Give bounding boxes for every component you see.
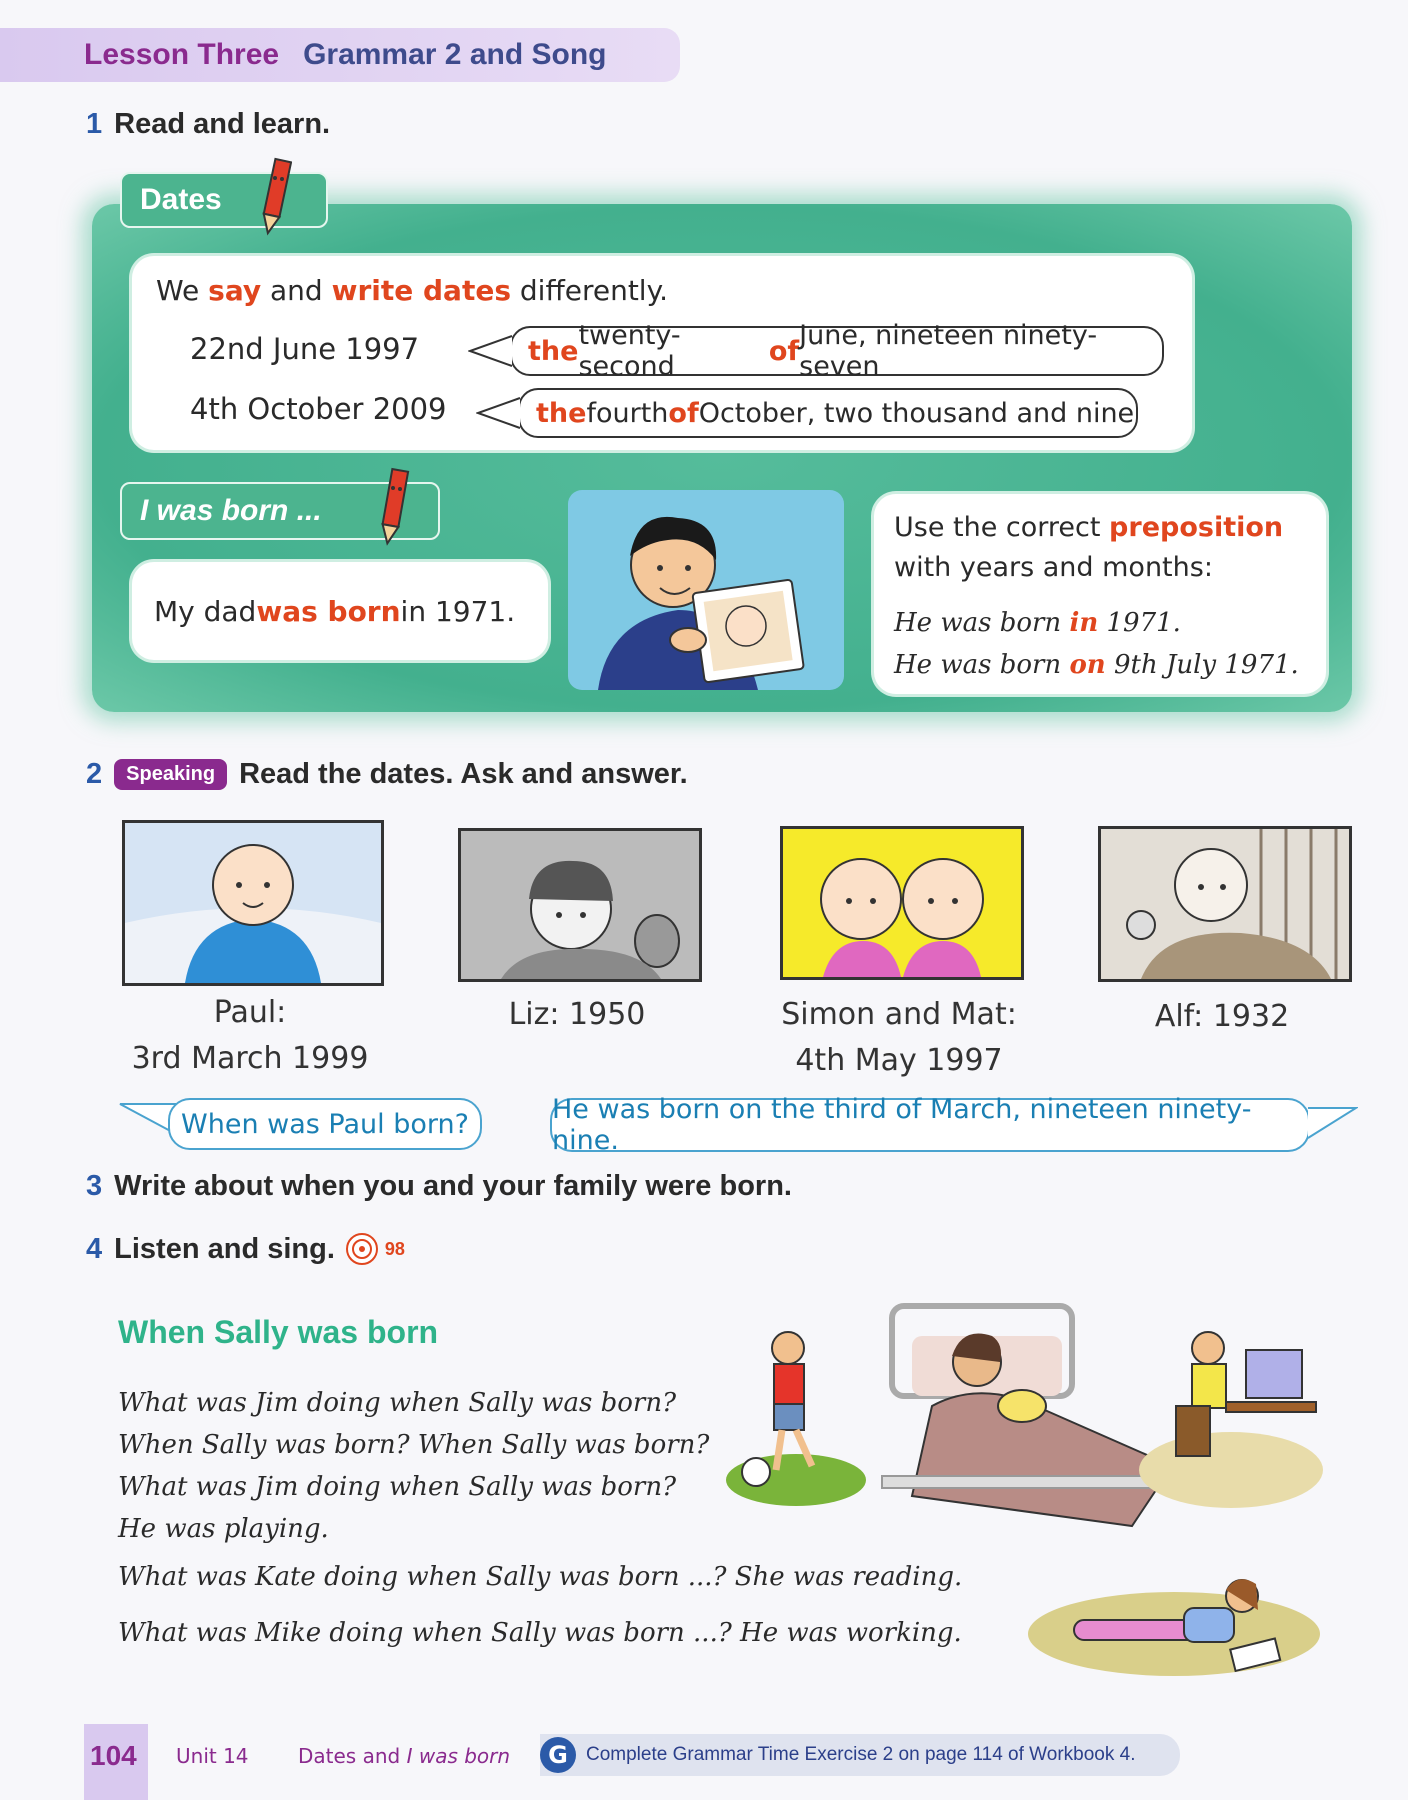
- exercise-3-heading: [86, 1170, 792, 1203]
- baby-alf-picture: [1098, 826, 1352, 982]
- topic-italic: I was born: [406, 1744, 511, 1768]
- preposition-rule: [894, 508, 1283, 588]
- exercise-2-instruction: Read the dates. Ask and answer.: [239, 758, 688, 790]
- example-in: [894, 602, 1299, 644]
- preposition-examples: [894, 602, 1299, 686]
- ex-prep: in: [1069, 608, 1099, 638]
- date-written-2: 4th October 2009: [190, 392, 447, 426]
- spoken-the: the: [528, 335, 579, 367]
- date-written-1: 22nd June 1997: [190, 332, 420, 366]
- baby-liz-picture: [458, 828, 702, 982]
- spoken-text: October, two thousand and nine: [698, 397, 1135, 429]
- intro-text: We: [156, 274, 209, 307]
- intro-text: differently.: [510, 274, 669, 307]
- pencil-icon: [262, 150, 292, 236]
- twins-simon-mat-picture: [780, 826, 1024, 980]
- intro-text: and: [261, 274, 332, 307]
- spoken-the: the: [536, 397, 587, 429]
- exercise-3-instruction: Write about when you and your family were born.: [114, 1170, 792, 1202]
- caption-simon-mat: [760, 992, 1038, 1084]
- date-spoken-1: [510, 320, 1164, 382]
- footer-topic: [298, 1744, 510, 1768]
- song-line: What was Jim doing when Sally was born?: [118, 1388, 677, 1418]
- rule-text: Use the correct: [894, 512, 1110, 543]
- song-line: What was Kate doing when Sally was born ...? She was reading.: [118, 1562, 963, 1592]
- topic-text: Dates and: [298, 1744, 407, 1768]
- question-bubble: When was Paul born?: [168, 1098, 482, 1150]
- born-example-card: [132, 562, 548, 660]
- dates-intro: [156, 274, 668, 307]
- footer-unit: Unit 14: [176, 1744, 249, 1768]
- caption-liz: Liz: 1950: [508, 997, 646, 1032]
- song-line: What was Jim doing when Sally was born?: [118, 1472, 677, 1502]
- ex-text: He was born: [894, 608, 1070, 638]
- pencil-icon: [380, 460, 410, 546]
- boy-playing-football-illustration: [716, 1310, 866, 1510]
- rule-preposition: preposition: [1109, 512, 1284, 543]
- exercise-4-number: 4: [86, 1232, 103, 1265]
- exercise-1-instruction: Read and learn.: [114, 108, 331, 140]
- spoken-of: of: [668, 397, 699, 429]
- exercise-3-number: 3: [86, 1170, 103, 1202]
- caption-date: 3rd March 1999: [131, 1041, 369, 1076]
- speaking-badge: Speaking: [114, 759, 227, 790]
- spoken-text: twenty-second: [578, 320, 681, 382]
- exercise-4-heading: [86, 1232, 405, 1266]
- cd-audio-icon[interactable]: [345, 1232, 379, 1266]
- grammar-time-icon: G: [540, 1737, 576, 1773]
- rule-line-1: [894, 508, 1283, 548]
- song-title: When Sally was born: [118, 1314, 439, 1350]
- bubble-tail: [476, 396, 522, 430]
- song-line: He was playing.: [118, 1514, 329, 1544]
- bubble-tail: [1306, 1104, 1358, 1140]
- workbook-note-text: Complete Grammar Time Exercise 2 on page 114 of Workbook 4.: [586, 1744, 1136, 1765]
- example-was-born: was born: [256, 594, 401, 628]
- man-working-at-computer-illustration: [1136, 1310, 1326, 1510]
- song-verse-1: [118, 1382, 709, 1550]
- intro-write-dates: write dates: [331, 274, 511, 307]
- workbook-note: [540, 1734, 1180, 1776]
- exercise-2-number: 2: [86, 758, 103, 790]
- baby-paul-picture: [122, 820, 384, 986]
- ex-text: 9th July 1971.: [1105, 650, 1299, 680]
- spoken-text: June, nineteen ninety-seven: [799, 320, 1098, 382]
- spoken-of: of: [768, 335, 800, 367]
- track-number: 98: [384, 1238, 405, 1259]
- song-line: What was Mike doing when Sally was born ...? He was working.: [118, 1618, 962, 1648]
- caption-paul: [122, 990, 378, 1082]
- lesson-title: Grammar 2 and Song: [303, 38, 607, 71]
- girl-reading-illustration: [1024, 1550, 1324, 1680]
- dates-tag: [120, 172, 328, 228]
- ex-prep: on: [1069, 650, 1106, 680]
- spoken-text: fourth: [586, 397, 669, 429]
- rule-line-2: with years and months:: [894, 552, 1213, 583]
- caption-alf: Alf: 1932: [1154, 999, 1290, 1034]
- exercise-1-heading: [86, 108, 330, 141]
- answer-bubble: He was born on the third of March, nineteen ninety-nine.: [550, 1098, 1310, 1152]
- exercise-1-number: 1: [86, 108, 103, 140]
- ex-text: He was born: [894, 650, 1070, 680]
- lesson-header: [0, 28, 680, 82]
- caption-name: Simon and Mat:: [781, 997, 1017, 1032]
- example-on: [894, 644, 1299, 686]
- bubble-tail: [468, 334, 514, 368]
- example-text: in 1971.: [400, 594, 516, 628]
- caption-date: 4th May 1997: [795, 1043, 1003, 1078]
- ex-text: 1971.: [1098, 608, 1181, 638]
- born-tag-label: I was born ...: [140, 494, 322, 527]
- example-text: My dad: [154, 594, 257, 628]
- date-spoken-2: [518, 388, 1138, 438]
- dates-tag-label: Dates: [140, 183, 222, 216]
- exercise-4-instruction: Listen and sing.: [114, 1232, 335, 1265]
- lesson-label: Lesson Three: [84, 38, 280, 71]
- intro-say: say: [208, 274, 262, 307]
- exercise-2-heading: [86, 758, 688, 791]
- caption-name: Paul:: [213, 995, 287, 1030]
- page-number: 104: [90, 1740, 137, 1771]
- father-with-photo-illustration: [568, 490, 844, 690]
- song-line: When Sally was born? When Sally was born?: [118, 1430, 710, 1460]
